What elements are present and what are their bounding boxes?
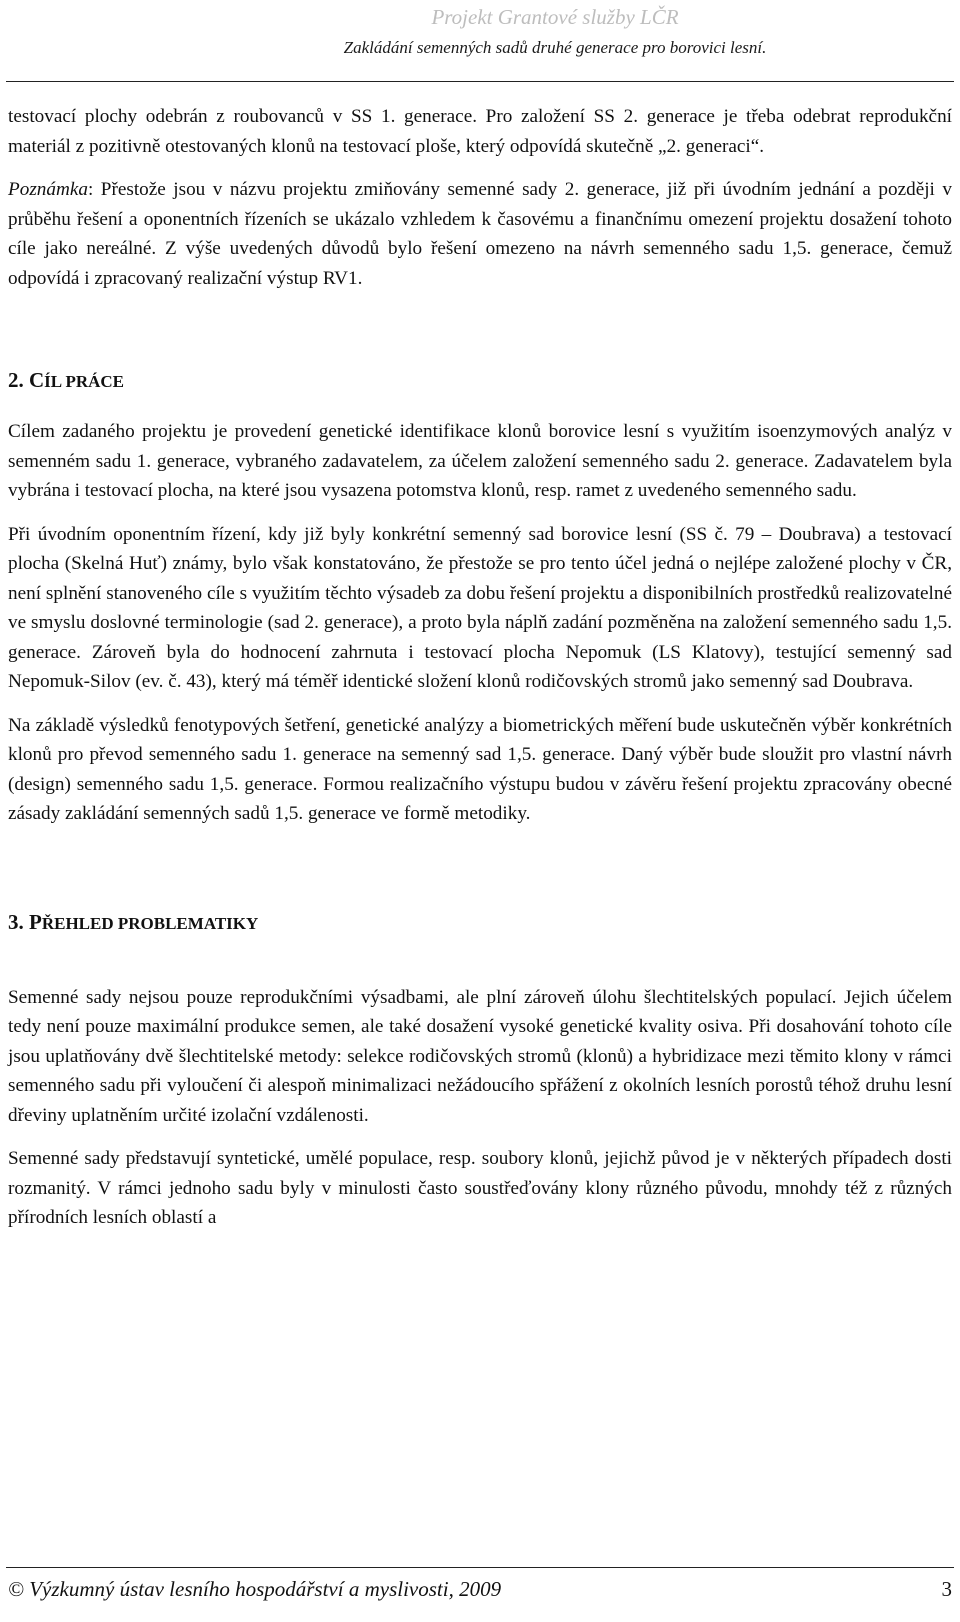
copyright-text: © Výzkumný ústav lesního hospodářství a myslivosti, 2009 <box>8 1577 502 1601</box>
header-divider <box>6 81 954 82</box>
note-label: Poznámka <box>8 179 88 200</box>
section-title-rest: ŘEHLED PROBLEMATIKY <box>41 913 259 933</box>
paragraph: Semenné sady představují syntetické, umělé populace, resp. soubory klonů, jejichž původ je v některých případech dosti rozmanitý. V rámci jednoho sadu byly v minulosti často soustřeďovány klony různého původu, mnohdy též z různých přírodních lesních oblastí a <box>8 1148 952 1228</box>
project-title: Projekt Grantové služby LČR <box>431 5 679 29</box>
page-footer <box>8 1574 952 1604</box>
project-subtitle: Zakládání semenných sadů druhé generace pro borovici lesní. <box>343 38 767 57</box>
section-initial: C <box>29 368 45 392</box>
paragraph: Semenné sady nejsou pouze reprodukčními výsadbami, ale plní zároveň úlohu šlechtitelských populací. Jejich účelem tedy není pouze maximální produkce semen, ale také dosažení vysoké genetické kvality osiva. Při dosahování tohoto cíle jsou uplatňovány dvě šlechtitelské metody: selekce rodičovských stromů (klonů) a hybridizace mezi těmito klony v rámci semenného sadu při vyloučení či alespoň minimalizaci nežádoucího spřážení z okolních lesních porostů téhož druhu lesní dřeviny uplatněním určité izolační vzdálenosti. <box>8 986 952 1126</box>
paragraph: testovací plochy odebrán z roubovanců v SS 1. generace. Pro založení SS 2. generace je třeba odebrat reprodukční materiál z pozitivně otestovaných klonů na testovací ploše, který odpovídá skutečně „2. generaci“. <box>8 106 952 157</box>
section-initial: P <box>29 909 42 934</box>
paragraph: Na základě výsledků fenotypových šetření, genetické analýzy a biometrických měření bude uskutečněn výběr konkrétních klonů pro převod semenného sadu 1. generace na semenný sad 1,5. generace. Daný výběr bude sloužit pro vlastní návrh (design) semenného sadu 1,5. generace. Formou realizačního výstupu budou v závěru řešení projektu zpracovány obecné zásady zakládání semenných sadů 1,5. generace ve formě metodiky. <box>8 714 952 824</box>
section-heading-overview <box>8 907 952 939</box>
section-number: 2. <box>8 368 24 392</box>
document-body <box>8 102 952 1233</box>
section-title-rest: ÍL PRÁCE <box>44 372 124 391</box>
paragraph: Cílem zadaného projektu je provedení genetické identifikace klonů borovice lesní s využitím isoenzymových analýz v semenném sadu 1. generace, vybraného zadavatelem, za účelem založení semenného sadu 2. generace. Zadavatelem byla vybrána i testovací plocha, na které jsou vysazena potomstva klonů, resp. ramet z uvedeného semenného sadu. <box>8 421 952 501</box>
page-header <box>0 4 960 60</box>
section-number: 3. <box>8 909 24 934</box>
page-number: 3 <box>941 1577 952 1601</box>
footer-divider <box>6 1567 954 1568</box>
paragraph: Při úvodním oponentním řízení, kdy již byly konkrétní semenný sad borovice lesní (SS č. 79 – Doubrava) a testovací plocha (Skelná Huť) známy, bylo však konstatováno, že přestože se pro tento účel jedná o nejlépe založené plochy v ČR, není splnění stanoveného cíle s využitím těchto výsadeb za dobu řešení projektu a disponibilních prostředků realizovatelné ve smyslu doslovné terminologie (sad 2. generace), a proto byla náplň zadání pozměněna na založení semenného sadu 1,5. generace. Zároveň byla do hodnocení zahrnuta i testovací plocha Nepomuk (LS Klatovy), testující semenný sad Nepomuk-Silov (ev. č. 43), který má téměř identické složení klonů rodičovských stromů jako semenný sad Doubrava. <box>8 523 952 692</box>
note-text: : Přestože jsou v názvu projektu zmiňovány semenné sady 2. generace, již při úvodním jednání a později v průběhu řešení a oponentních řízeních se ukázalo vzhledem k časovému a finančnímu omezení projektu dosažení tohoto cíle jako nereálné. Z výše uvedených důvodů bylo řešení omezeno na návrh semenného sadu 1,5. generace, čemuž odpovídá i zpracovaný realizační výstup RV1. <box>8 179 952 289</box>
note-paragraph <box>8 175 952 293</box>
section-heading-goal <box>8 365 952 397</box>
